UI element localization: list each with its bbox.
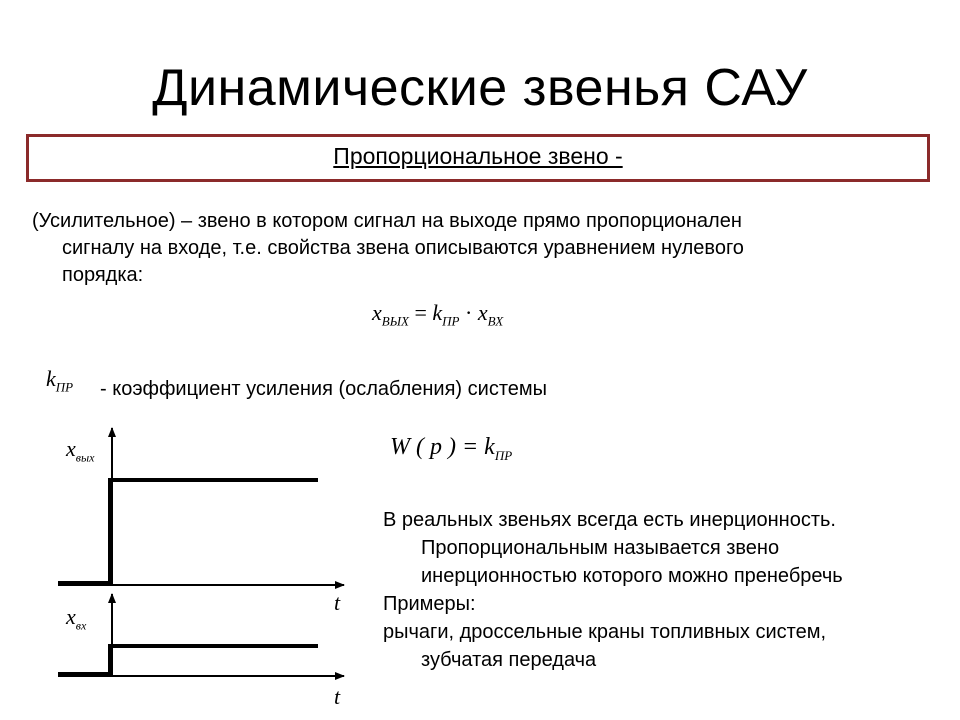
bottom-y-axis-label: $x_{вх}$ [66,604,87,633]
definition-line-1: (Усилительное) – звено в котором сигнал на выходе прямо пропорционален [32,210,742,232]
notes-paragraph [383,506,943,674]
notes-line-1: В реальных звеньях всегда есть инерционность. [383,509,836,531]
subtitle: Пропорциональное звено - [333,143,623,169]
notes-line-3: инерционностью которого можно пренебречь [421,565,843,587]
output-step-signal [58,480,318,583]
notes-line-5: рычаги, дроссельные краны топливных систем, [383,621,827,643]
bottom-x-axis-label: t [334,684,341,709]
notes-line-2: Пропорциональным называется звено [421,537,780,559]
output-equation: $x_{ВЫХ} = k_{ПР} \cdot x_{ВХ}$ [372,300,504,329]
notes-line-4: Примеры: [383,593,476,615]
input-step-signal [58,646,318,674]
definition-line-2: сигналу на входе, т.е. свойства звена описываются уравнением нулевого [62,237,744,259]
transfer-function: W ( p ) = $k_{ПР}$ [390,434,513,463]
slide-title: Динамические звенья САУ [152,59,808,117]
top-y-axis-label: $x_{вых}$ [66,436,95,465]
gain-description: - коэффициент усиления (ослабления) системы [100,378,548,400]
gain-symbol: $k_{ПР}$ [46,366,74,395]
definition-line-3: порядка: [62,264,144,286]
top-x-axis-label: t [334,590,341,615]
notes-line-6: зубчатая передача [421,649,597,671]
